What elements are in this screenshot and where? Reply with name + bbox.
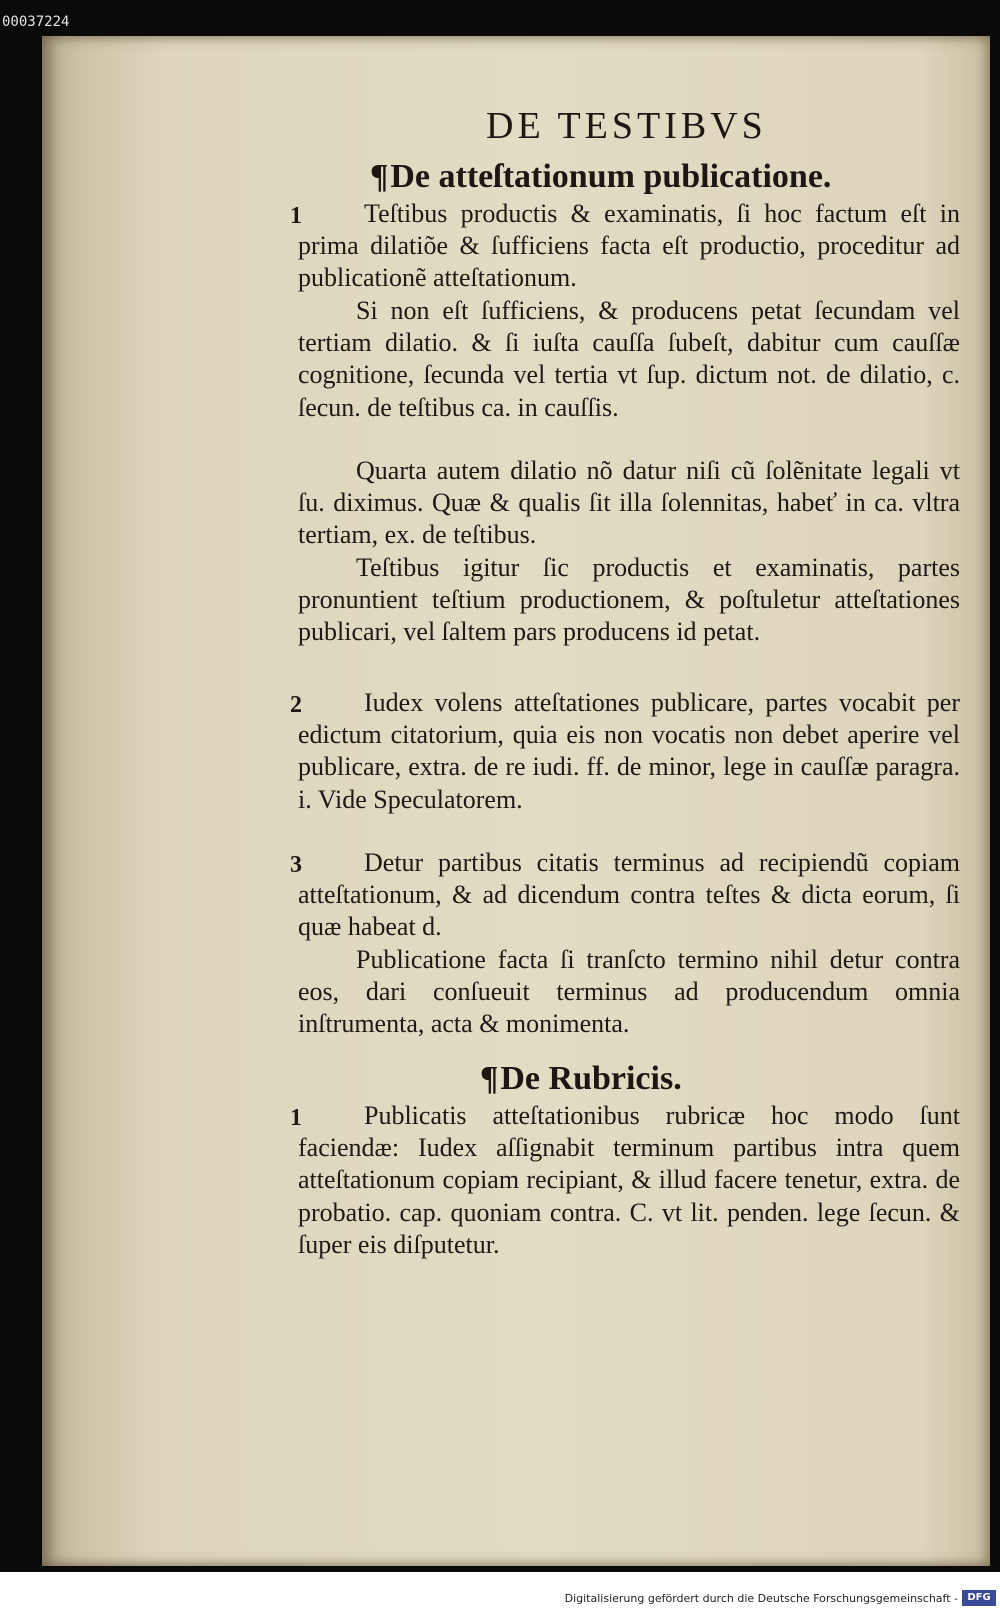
pilcrow-icon: ¶ xyxy=(370,158,389,195)
footer-bar xyxy=(0,1572,1000,1622)
paragraph-text: Teſtibus igitur ſic productis et examinatis, partes pronuntient teſtium productionem, & poſtuletur atteſtationes publicari, vel ſaltem pars producens id petat. xyxy=(298,553,960,647)
pilcrow-icon: ¶ xyxy=(480,1060,499,1097)
paragraph-text: Publicatis atteſtationibus rubricæ hoc modo ſunt faciendæ: Iudex aſſignabit terminum partibus intra quem atteſtationum copiam recipiant, & illud facere tenetur, extra. de probatio. cap. quoniam contra. C. vt lit. penden. lege ſecun. & ſuper eis diſputetur. xyxy=(298,1101,960,1259)
section-heading-text: De atteſtationum publicatione. xyxy=(390,158,832,195)
paragraph-text: Teſtibus productis & examinatis, ſi hoc factum eſt in prima dilatiõe & ſufficiens facta eſt productio, proceditur ad publicationẽ atteſtationum. xyxy=(298,199,960,293)
paragraph-number: 2 xyxy=(290,692,302,718)
running-head: DE TESTIBVS xyxy=(486,105,767,147)
funding-credit: Digitalisierung gefördert durch die Deutsche Forschungsgemeinschaft - xyxy=(564,1592,958,1605)
paragraph-number: 1 xyxy=(290,1105,302,1131)
paragraph-number: 1 xyxy=(290,203,302,229)
section-heading-rubricis xyxy=(480,1060,682,1098)
paragraph-number: 3 xyxy=(290,852,302,878)
paragraph-text: Iudex volens atteſtationes publicare, partes vocabit per edictum citatorium, quia eis non vocatis non debet aperire vel publicare, extra. de re iudi. ff. de minor, lege in cauſſæ paragra. i. Vide Speculatorem. xyxy=(298,688,960,814)
paragraph-text: Si non eſt ſufficiens, & producens petat ſecundam vel tertiam dilatio. & ſi iuſta cauſſa ſubeſt, dabitur cum cauſſæ cognitione, ſecunda vel tertia vt ſup. dictum not. de dilatio, c. ſecun. de teſtibus ca. in cauſſis. xyxy=(298,296,960,422)
dfg-logo: DFG xyxy=(962,1590,996,1606)
scan-id-label: 00037224 xyxy=(2,14,70,30)
section-heading-publicatione xyxy=(370,158,831,196)
paragraph-text: Quarta autem dilatio nõ datur niſi cũ ſolẽnitate legali vt ſu. diximus. Quæ & qualis ſit illa ſolennitas, habeť in ca. vltra tertiam, ex. de teſtibus. xyxy=(298,456,960,550)
section-heading-text: De Rubricis. xyxy=(500,1060,682,1097)
paragraph-text: Publicatione facta ſi tranſcto termino nihil detur contra eos, dari conſueuit terminus ad producendum omnia inſtrumenta, acta & monimenta. xyxy=(298,945,960,1039)
paragraph-text: Detur partibus citatis terminus ad recipiendũ copiam atteſtationum, & ad dicendum contra teſtes & dicta eorum, ſi quæ habeat d. xyxy=(298,848,960,942)
